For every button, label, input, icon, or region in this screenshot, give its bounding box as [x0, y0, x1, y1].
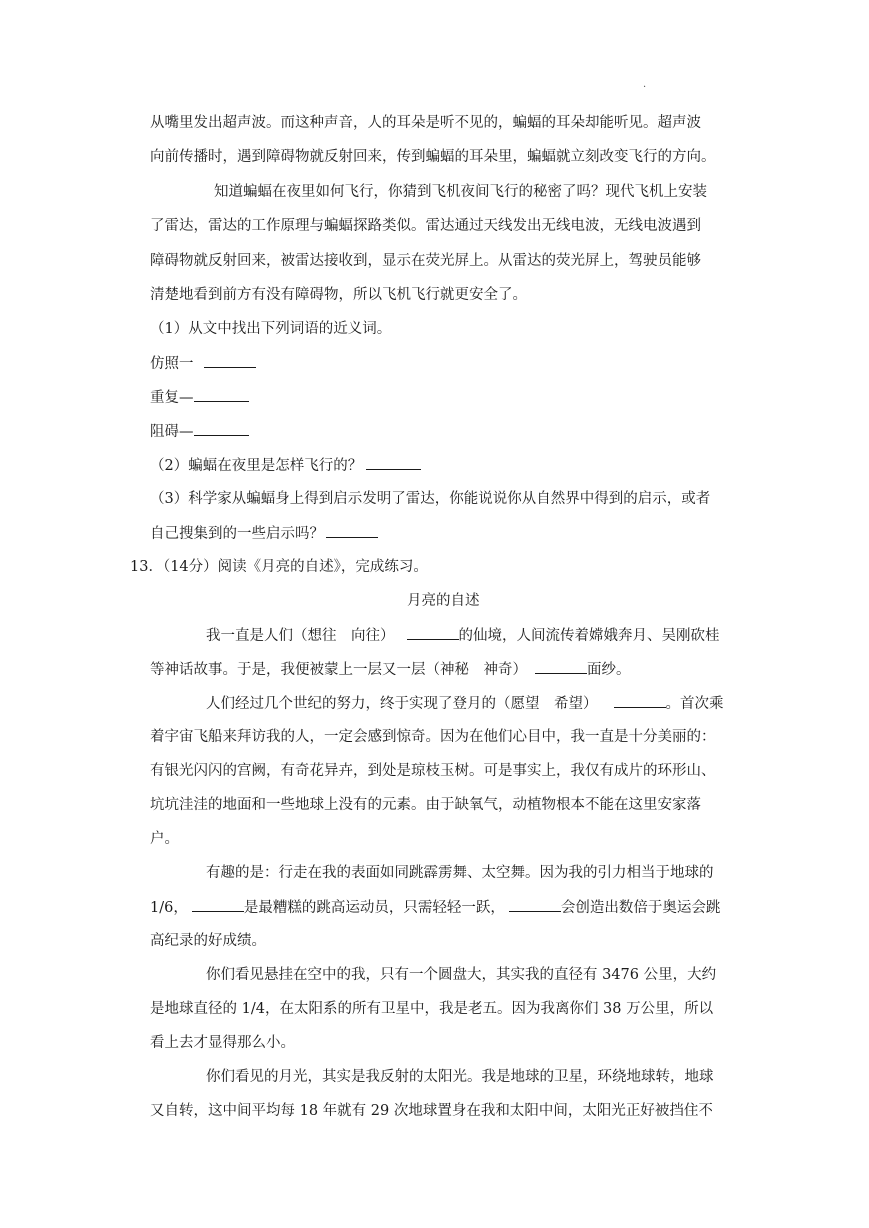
passage-line: 清楚地看到前方有没有障碍物，所以飞机飞行就更安全了。 — [150, 287, 527, 303]
page-marker: · — [643, 82, 647, 93]
passage-title: 月亮的自述 — [407, 593, 480, 609]
passage-line: 我一直是人们（想往 向往） 的仙境，人间流传着嫦娥奔月、吴刚砍桂 — [206, 625, 720, 646]
answer-blank[interactable] — [535, 659, 587, 674]
passage-line: 向前传播时，遇到障碍物就反射回来，传到蝙蝠的耳朵里，蝙蝠就立刻改变飞行的方向。 — [150, 149, 716, 165]
synonym-item-1 — [150, 353, 256, 374]
answer-blank[interactable] — [194, 421, 249, 436]
question-1-prompt: （1）从文中找出下列词语的近义词。 — [150, 321, 392, 337]
synonym-word: 阻碍— — [150, 424, 194, 440]
question-3-prompt: （3）科学家从蝙蝠身上得到启示发明了雷达，你能说说你从自然界中得到的启示，或者 — [150, 491, 711, 507]
passage-line: 高纪录的好成绩。 — [150, 933, 266, 949]
passage-line: 你们看见的月光，其实是我反射的太阳光。我是地球的卫星，环绕地球转，地球 — [206, 1069, 714, 1085]
passage-line: 又自转，这中间平均每 18 年就有 29 次地球置身在我和太阳中间，太阳光正好被挡住不 — [150, 1103, 713, 1119]
passage-line: 有银光闪闪的宫阙，有奇花异卉，到处是琼枝玉树。可是事实上，我仅有成片的环形山、 — [150, 763, 716, 779]
passage-line: 户。 — [150, 831, 179, 847]
answer-blank[interactable] — [614, 693, 666, 708]
passage-line: 坑坑洼洼的地面和一些地球上没有的元素。由于缺氧气，动植物根本不能在这里安家落 — [150, 797, 701, 813]
passage-line: 是地球直径的 1/4，在太阳系的所有卫星中，我是老五。因为我离你们 38 万公里，所以 — [150, 1001, 714, 1017]
passage-line: 知道蝙蝠在夜里如何飞行，你猜到飞机夜间飞行的秘密了吗？现代飞机上安装 — [214, 184, 707, 200]
answer-blank[interactable] — [407, 625, 459, 640]
passage-line: 从嘴里发出超声波。而这种声音，人的耳朵是听不见的，蝙蝠的耳朵却能听见。超声波 — [150, 115, 701, 131]
question-13-header: 13．（14分）阅读《月亮的自述》，完成练习。 — [130, 559, 428, 575]
passage-line: 等神话故事。于是，我便被蒙上一层又一层（神秘 神奇） 面纱。 — [150, 659, 631, 680]
synonym-word: 重复— — [150, 390, 194, 406]
passage-line: 了雷达，雷达的工作原理与蝙蝠探路类似。雷达通过天线发出无线电波，无线电波遇到 — [150, 218, 701, 234]
answer-blank[interactable] — [366, 455, 421, 470]
answer-blank[interactable] — [204, 353, 256, 368]
answer-blank[interactable] — [192, 897, 244, 912]
passage-line: 障碍物就反射回来，被雷达接收到，显示在荧光屏上。从雷达的荧光屏上，驾驶员能够 — [150, 253, 701, 269]
passage-line: 你们看见悬挂在空中的我，只有一个圆盘大，其实我的直径有 3476 公里，大约 — [206, 967, 717, 983]
synonym-item-3 — [150, 421, 249, 442]
answer-blank[interactable] — [509, 897, 561, 912]
answer-blank[interactable] — [326, 523, 378, 538]
synonym-item-2 — [150, 387, 249, 408]
passage-line: 有趣的是：行走在我的表面如同跳霹雳舞、太空舞。因为我的引力相当于地球的 — [206, 865, 714, 881]
synonym-word: 仿照一 — [150, 356, 194, 372]
passage-line: 1/6， 是最糟糕的跳高运动员，只需轻轻一跃， 会创造出数倍于奥运会跳 — [150, 897, 720, 918]
question-3-prompt-cont: 自己搜集到的一些启示吗？ — [150, 523, 378, 544]
question-2-prompt: （2）蝙蝠在夜里是怎样飞行的？ — [150, 455, 421, 476]
passage-line: 看上去才显得那么小。 — [150, 1035, 295, 1051]
passage-line: 人们经过几个世纪的努力，终于实现了登月的（愿望 希望） 。首次乘 — [206, 693, 724, 714]
passage-line: 着宇宙飞船来拜访我的人，一定会感到惊奇。因为在他们心目中，我一直是十分美丽的： — [150, 729, 716, 745]
answer-blank[interactable] — [194, 387, 249, 402]
